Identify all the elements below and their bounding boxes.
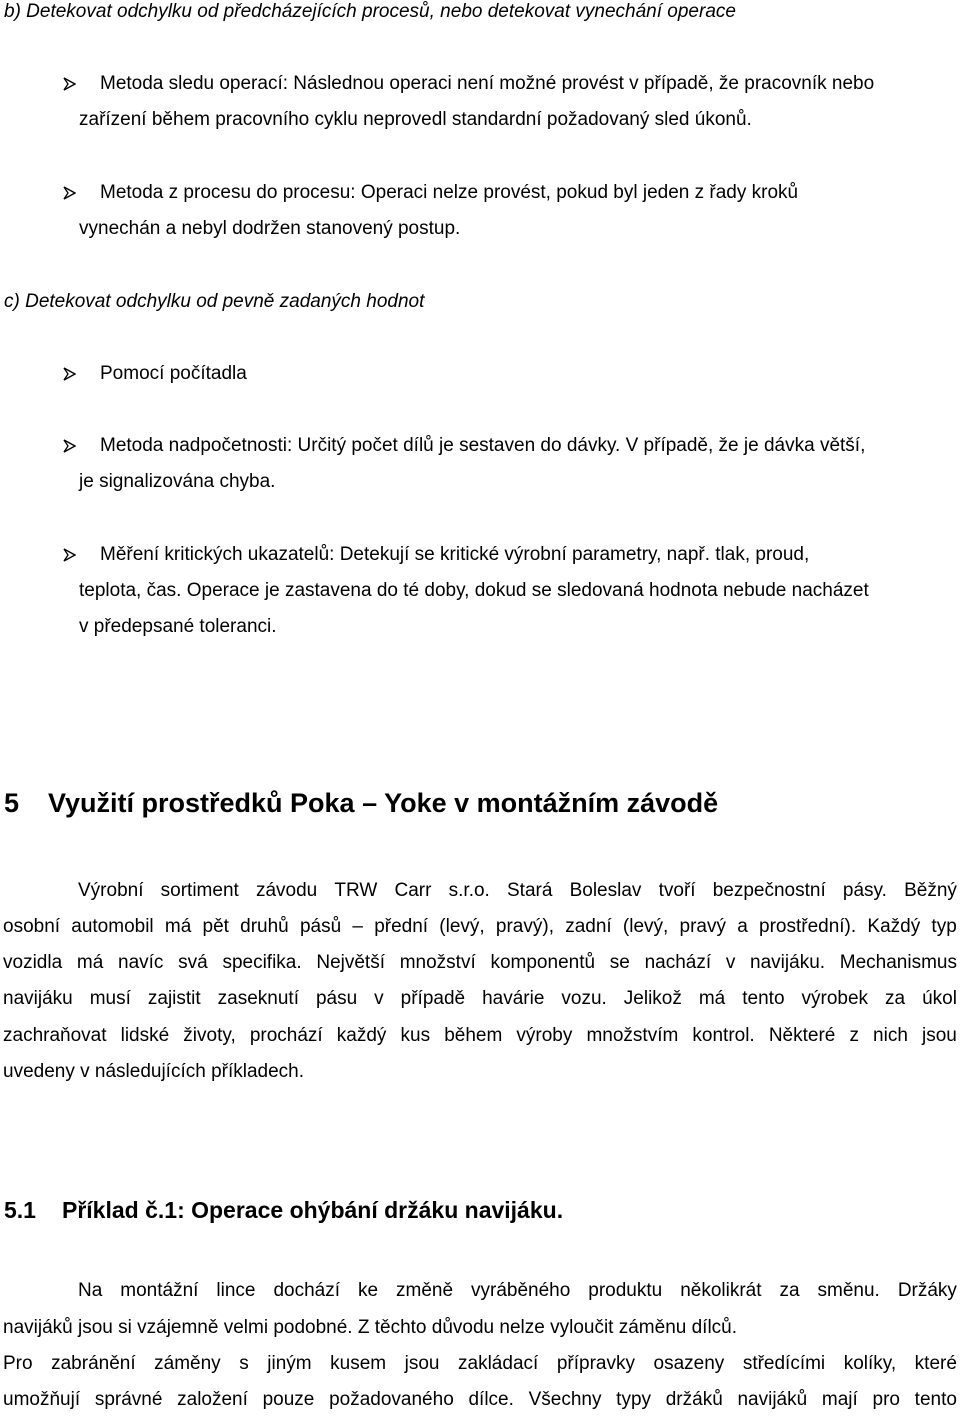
word: zaseknutí [217, 988, 299, 1009]
word: pravý [679, 916, 726, 937]
word: Všechny [528, 1389, 602, 1410]
paragraph-line [3, 915, 957, 939]
word: se [609, 952, 630, 973]
word: tvoří [658, 880, 696, 901]
word: automobil [71, 916, 154, 937]
word: osazeny [653, 1353, 725, 1374]
word: množstvím [586, 1025, 679, 1046]
word: s.r.o. [448, 880, 490, 901]
word: (levý, [439, 916, 485, 937]
word: pouze [262, 1389, 315, 1410]
word: Největší [316, 952, 385, 973]
word: středícími [742, 1353, 826, 1374]
word: výrobek [801, 988, 869, 1009]
word: pravý), [495, 916, 554, 937]
word: které [914, 1353, 957, 1374]
word: správné [94, 1389, 163, 1410]
arrow-bullet-icon [62, 439, 100, 453]
bullet-text-continuation: teplota, čas. Operace je zastavena do té doby, dokud se sledovaná hodnota nebude nacházet [79, 580, 869, 601]
word: tento [742, 988, 785, 1009]
word: Carr [394, 880, 432, 901]
word: pásu [315, 988, 358, 1009]
bullet-item [62, 434, 865, 458]
word: – [352, 916, 363, 937]
bullet-item [62, 543, 809, 567]
word: založení [177, 1389, 248, 1410]
chapter-5-heading [4, 786, 718, 820]
chapter-number: 5 [4, 788, 20, 818]
bullet-item [62, 72, 874, 96]
word: kus [400, 1025, 431, 1046]
bullet-item [62, 362, 247, 386]
section-b-heading: b) Detekovat odchylku od předcházejících procesů, nebo detekovat vynechání operace [4, 1, 736, 22]
word: kusem [330, 1353, 387, 1374]
word: komponentů [490, 952, 596, 973]
bullet-text: Metoda z procesu do procesu: Operaci nelze provést, pokud byl jeden z řady kroků [100, 182, 799, 203]
word: v [725, 952, 736, 973]
word: typ [931, 916, 957, 937]
word: z [849, 1025, 859, 1046]
section-title: Příklad č.1: Operace ohýbání držáku navijáku. [62, 1197, 564, 1223]
word: pro [872, 1389, 900, 1410]
word: kontrol. [692, 1025, 755, 1046]
word: přední [374, 916, 429, 937]
word: držáků [665, 1389, 723, 1410]
word: přípravky [556, 1353, 635, 1374]
word: několikrát [680, 1280, 762, 1301]
word: montážní [120, 1280, 199, 1301]
word: prochází [249, 1025, 323, 1046]
word: Na [78, 1280, 103, 1301]
word: v [374, 988, 384, 1009]
word: má [698, 988, 726, 1009]
word: zachraňovat [3, 1025, 107, 1046]
word: zabránění [51, 1353, 136, 1374]
word: pásy. [842, 880, 887, 901]
word: každý [336, 1025, 387, 1046]
word: zakládací [458, 1353, 539, 1374]
word: bezpečnostní [712, 880, 826, 901]
word: sortiment [160, 880, 239, 901]
word: Pro [3, 1353, 33, 1374]
paragraph-last-line: uvedeny v následujících příkladech. [3, 1061, 305, 1082]
word: má [76, 952, 104, 973]
bullet-text: Měření kritických ukazatelů: Detekují se kritické výrobní parametry, např. tlak, proud, [100, 544, 810, 565]
word: navíc [118, 952, 164, 973]
word: množství [399, 952, 476, 973]
bullet-text: Metoda nadpočetnosti: Určitý počet dílů je sestaven do dávky. V případě, že je dávka větší, [100, 435, 866, 456]
word: zajistit [147, 988, 201, 1009]
word: prostřední). [759, 916, 857, 937]
word: Každý [867, 916, 921, 937]
arrow-bullet-icon [62, 186, 100, 200]
word: svá [178, 952, 208, 973]
paragraph-line [3, 1024, 957, 1048]
paragraph-line [3, 1279, 957, 1303]
word: zadní [565, 916, 612, 937]
word: nachází [644, 952, 712, 973]
bullet-text-continuation: je signalizována chyba. [79, 471, 276, 492]
word: Stará [507, 880, 553, 901]
word: vyráběného [471, 1280, 571, 1301]
word: umožňují [3, 1389, 81, 1410]
word: Mechanismus [839, 952, 957, 973]
word: závodu [255, 880, 318, 901]
word: ke [357, 1280, 379, 1301]
bullet-item [62, 181, 798, 205]
word: navijáku [3, 988, 73, 1009]
bullet-text: Metoda sledu operací: Následnou operaci není možné provést v případě, že pracovník nebo [100, 73, 875, 94]
word: jsou [404, 1353, 440, 1374]
word: dílce. [468, 1389, 514, 1410]
word: kolíky, [843, 1353, 897, 1374]
word: má [164, 916, 192, 937]
paragraph-line [3, 951, 957, 975]
bullet-text-continuation: v předepsané toleranci. [79, 616, 277, 637]
word: Držáky [897, 1280, 957, 1301]
word: během [444, 1025, 503, 1046]
arrow-bullet-icon [62, 367, 100, 381]
arrow-bullet-icon [62, 77, 100, 91]
word: jsou [921, 1025, 957, 1046]
word: s [239, 1353, 249, 1374]
section-c-heading: c) Detekovat odchylku od pevně zadaných hodnot [4, 291, 425, 312]
word: tento [914, 1389, 957, 1410]
section-5-1-heading [4, 1195, 563, 1225]
word: a [737, 916, 748, 937]
word: lince [216, 1280, 256, 1301]
word: produktu [588, 1280, 663, 1301]
word: Některé [768, 1025, 836, 1046]
word: Běžný [904, 880, 957, 901]
paragraph-line [3, 1352, 957, 1376]
word: Jelikož [623, 988, 682, 1009]
word: specifika. [222, 952, 302, 973]
word: (levý, [622, 916, 669, 937]
word: směnu. [817, 1280, 880, 1301]
word: pásů [299, 916, 342, 937]
arrow-bullet-icon [62, 548, 100, 562]
word: vozidla [3, 952, 63, 973]
word: osobní [3, 916, 61, 937]
word: výroby [516, 1025, 573, 1046]
word: TRW [334, 880, 378, 901]
word: případě [400, 988, 466, 1009]
word: úkol [922, 988, 957, 1009]
bullet-text-continuation: zařízení během pracovního cyklu neprovedl standardní požadovaný sled úkonů. [79, 109, 752, 130]
word: jiným [267, 1353, 312, 1374]
word: životy, [183, 1025, 236, 1046]
word: vozu. [561, 988, 607, 1009]
word: záměny [154, 1353, 221, 1374]
paragraph-line [3, 879, 957, 903]
word: za [779, 1280, 800, 1301]
word: havárie [482, 988, 545, 1009]
word: mají [821, 1389, 858, 1410]
word: požadovaného [329, 1389, 454, 1410]
word: změně [396, 1280, 454, 1301]
word: Boleslav [569, 880, 642, 901]
word: nich [873, 1025, 908, 1046]
word: dochází [273, 1280, 340, 1301]
word: lidské [120, 1025, 170, 1046]
paragraph-line [3, 987, 957, 1011]
word: navijáků [737, 1389, 808, 1410]
word: druhů [240, 916, 289, 937]
word: pět [202, 916, 229, 937]
bullet-text: Pomocí počítadla [100, 363, 247, 384]
word: musí [89, 988, 131, 1009]
chapter-title: Využití prostředků Poka – Yoke v montážním závodě [48, 788, 719, 818]
word: typy [616, 1389, 652, 1410]
word: navijáku. [750, 952, 826, 973]
bullet-text-continuation: vynechán a nebyl dodržen stanovený postup. [79, 218, 461, 239]
paragraph-last-line: navijáků jsou si vzájemně velmi podobné. Z těchto důvodu nelze vyloučit záměnu dílců. [3, 1317, 738, 1338]
paragraph-line [3, 1388, 957, 1412]
word: Výrobní [78, 880, 144, 901]
word: za [885, 988, 906, 1009]
section-number: 5.1 [4, 1197, 36, 1223]
